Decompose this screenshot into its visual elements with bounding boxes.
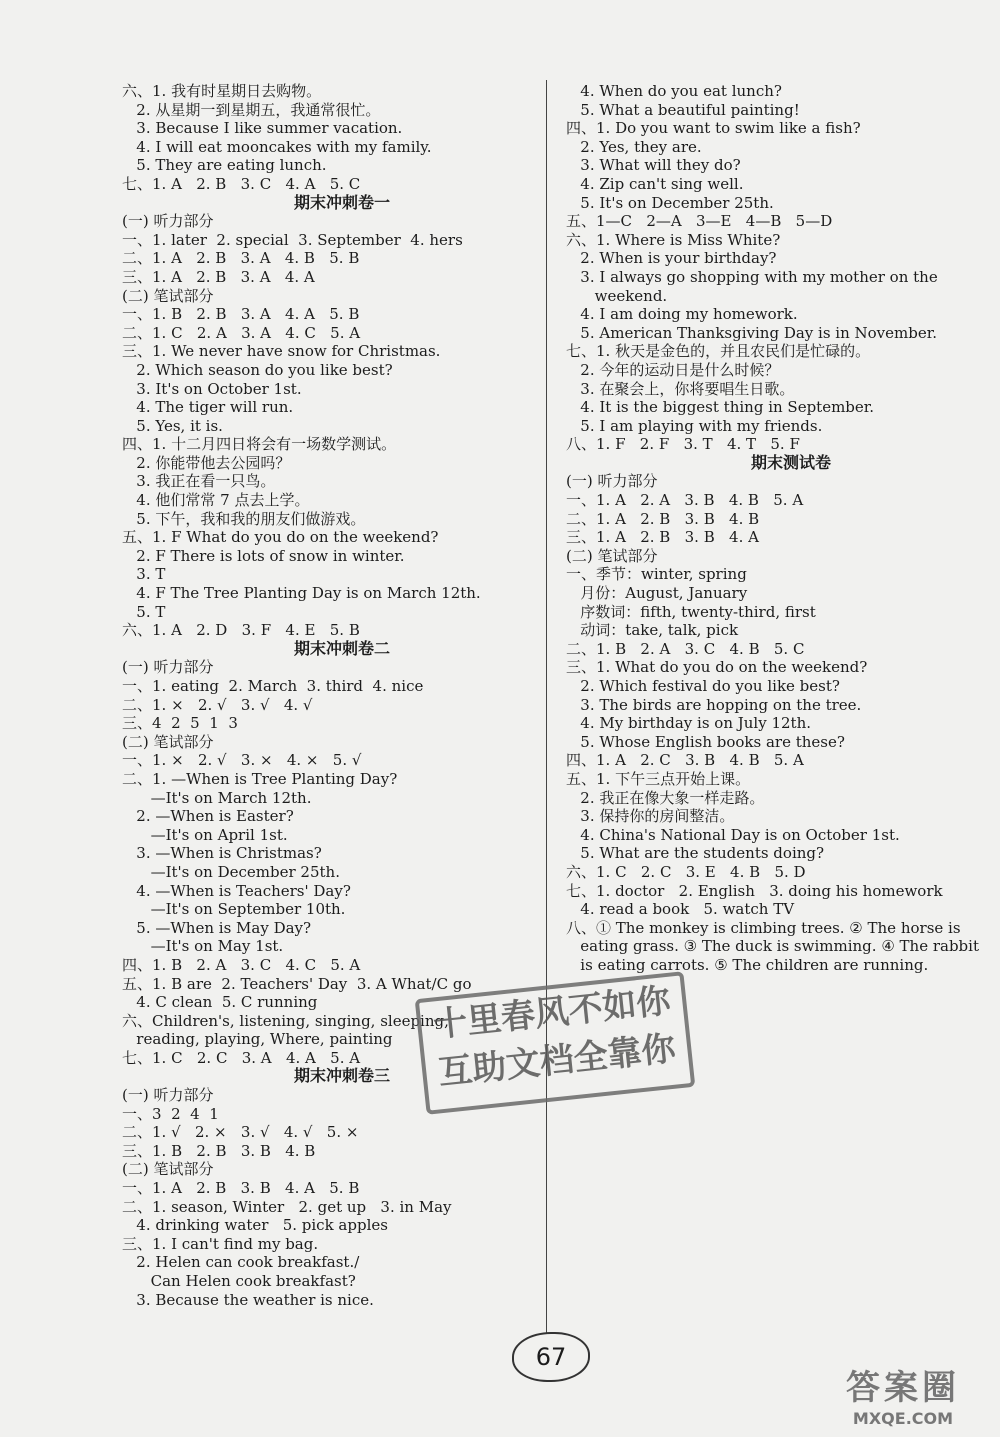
answer-line: 4. My birthday is on July 12th. [566,714,812,733]
answer-line: 5. It's on December 25th. [566,193,774,212]
answer-line: 二、1. C 2. A 3. A 4. C 5. A [122,323,361,342]
answer-line: 2. Which season do you like best? [122,360,393,379]
answer-line: 六、1. A 2. D 3. F 4. E 5. B [122,621,360,640]
answer-line: 3. I always go shopping with my mother on the [566,267,938,286]
answer-line: 5. Whose English books are these? [566,732,845,751]
stamp-line-2: 互助文档全靠你 [436,1028,678,1094]
answer-line: is eating carrots. ⑤ The children are running. [566,955,929,974]
answer-line: 4. —When is Teachers' Day? [122,881,351,900]
answer-line: 六、1. 我有时星期日去购物。 [122,82,322,100]
answer-line: 序数词：fifth, twenty-third, first [566,602,816,621]
page-number: 67 [512,1332,590,1382]
answer-line: —It's on December 25th. [122,862,340,881]
answer-line: 一、1. later 2. special 3. September 4. hers [122,230,463,249]
answer-line: 一、1. B 2. B 3. A 4. A 5. B [122,305,360,324]
section-heading: 期末冲刺卷二 [293,638,390,658]
answer-line: 二、1. √ 2. × 3. √ 4. √ 5. × [122,1123,359,1142]
answer-line: 三、1. B 2. B 3. B 4. B [122,1141,316,1160]
answer-line: 二、1. B 2. A 3. C 4. B 5. C [566,639,805,658]
answer-line: 二、1. season, Winter 2. get up 3. in May [122,1197,452,1216]
answer-line: Can Helen cook breakfast? [122,1272,356,1290]
answer-line: —It's on May 1st. [122,937,284,956]
answer-line: 5. 下午，我和我的朋友们做游戏。 [122,509,366,528]
answer-line: 一、1. A 2. B 3. B 4. A 5. B [122,1179,360,1198]
answer-line: 4. 他们常常 7 点去上学。 [122,491,310,510]
answer-line: (一) 听力部分 [122,212,214,231]
answer-line: 4. I am doing my homework. [566,305,798,324]
answer-line: (二) 笔试部分 [122,1160,214,1179]
answer-line: 七、1. doctor 2. English 3. doing his homework [566,881,943,900]
answer-line: 2. Yes, they are. [566,137,702,156]
answer-line: 2. Which festival do you like best? [566,677,840,695]
answer-line: 4. C clean 5. C running [122,993,318,1012]
answer-line: 3. 在聚会上，你将要唱生日歌。 [566,379,795,398]
answer-line: 六、1. Where is Miss White? [566,230,781,249]
answer-line: 3. T [122,565,166,584]
answer-line: weekend. [566,286,668,305]
answer-line: 3. Because I like summer vacation. [122,119,403,138]
answer-line: 二、1. A 2. B 3. B 4. B [566,509,760,528]
answer-line: 二、1. —When is Tree Planting Day? [122,769,398,788]
answer-line: 5. They are eating lunch. [122,156,327,175]
answer-line: 4. It is the biggest thing in September. [566,398,875,417]
answer-line: 3. Because the weather is nice. [122,1290,374,1309]
answer-line: 4. read a book 5. watch TV [566,900,795,919]
answer-line: 4. China's National Day is on October 1st. [566,825,900,844]
stamp-line-1: 十里春风不如你 [431,980,673,1046]
answer-line: 3. —When is Christmas? [122,844,322,863]
answer-line: 五、1. B are 2. Teachers' Day 3. A What/C go [122,974,472,993]
answer-line: 七、1. C 2. C 3. A 4. A 5. A [122,1048,361,1067]
answer-line: 五、1. 下午三点开始上课。 [566,769,751,788]
answer-line: (二) 笔试部分 [566,546,658,565]
answer-line: 四、1. B 2. A 3. C 4. C 5. A [122,955,361,974]
answer-line: 4. drinking water 5. pick apples [122,1216,388,1235]
answer-line: 六、1. C 2. C 3. E 4. B 5. D [566,862,806,881]
answer-line: —It's on September 10th. [122,900,346,919]
answer-line: 四、1. A 2. C 3. B 4. B 5. A [566,751,804,770]
answer-line: 八、1. F 2. F 3. T 4. T 5. F [566,435,800,454]
answer-line: 五、1—C 2—A 3—E 4—B 5—D [566,212,833,231]
answer-line: 一、季节：winter, spring [566,565,747,584]
answer-line: 5. T [122,602,166,621]
answer-line: 3. The birds are hopping on the tree. [566,695,862,714]
answer-line: 3. 我正在看一只鸟。 [122,472,276,491]
answer-line: 二、1. A 2. B 3. A 4. B 5. B [122,249,360,268]
answer-line: 2. 你能带他去公园吗？ [122,453,291,472]
site-watermark [818,1360,988,1428]
answer-line: —It's on March 12th. [122,788,312,807]
answer-line: 一、1. eating 2. March 3. third 4. nice [122,677,424,695]
answer-line: 四、1. Do you want to swim like a fish? [566,119,861,138]
answer-line: 5. Yes, it is. [122,416,223,435]
answer-line: 2. 从星期一到星期五，我通常很忙。 [122,100,381,119]
answer-line: reading, playing, Where, painting [122,1030,393,1049]
watermark-logo-text: 答案圈 [846,1368,960,1408]
answer-line: 五、1. F What do you do on the weekend? [122,528,439,547]
answer-line: 5. —When is May Day? [122,918,312,937]
right-column [566,82,979,975]
answer-line: 3. What will they do? [566,156,741,175]
answer-line: 六、Children's, listening, singing, sleeping, [122,1011,449,1030]
answer-line: 4. F The Tree Planting Day is on March 12th. [122,584,481,603]
answer-line: 2. F There is lots of snow in winter. [122,546,405,565]
answer-line: 一、1. A 2. A 3. B 4. B 5. A [566,491,804,510]
answer-line: 三、1. We never have snow for Christmas. [122,342,441,361]
answer-line: 4. Zip can't sing well. [566,174,744,193]
answer-line: (二) 笔试部分 [122,732,214,751]
answer-line: 2. 我正在像大象一样走路。 [566,788,765,807]
section-heading: 期末测试卷 [750,452,831,472]
answer-line: 4. The tiger will run. [122,398,294,417]
answer-line: 5. What are the students doing? [566,844,825,863]
answer-line: 二、1. × 2. √ 3. √ 4. √ [122,695,313,714]
answer-line: (一) 听力部分 [122,1086,214,1105]
answer-line: 三、1. A 2. B 3. B 4. A [566,528,759,547]
answer-line: —It's on April 1st. [122,825,288,844]
answer-line: 四、1. 十二月四日将会有一场数学测试。 [122,435,397,454]
answer-line: 2. 今年的运动日是什么时候？ [566,360,780,379]
section-heading: 期末冲刺卷三 [293,1066,390,1086]
answer-line: (一) 听力部分 [566,472,658,491]
answer-line: 5. I am playing with my friends. [566,416,823,435]
left-column [122,82,522,1309]
answer-line: eating grass. ③ The duck is swimming. ④ The rabbit [566,937,979,956]
answer-line: 3. It's on October 1st. [122,379,302,398]
answer-line: 2. When is your birthday? [566,249,777,268]
answer-line: 4. When do you eat lunch? [566,82,782,100]
section-heading: 期末冲刺卷一 [293,192,390,212]
answer-line: 七、1. A 2. B 3. C 4. A 5. C [122,174,361,193]
answer-line: 2. Helen can cook breakfast./ [122,1253,360,1272]
answer-line: (一) 听力部分 [122,658,214,677]
answer-line: 5. What a beautiful painting! [566,100,800,119]
answer-line: 月份：August, January [566,584,748,603]
column-divider [546,80,547,1380]
answer-line: 八、① The monkey is climbing trees. ② The horse is [566,918,961,937]
answer-line: 三、1. A 2. B 3. A 4. A [122,267,315,286]
answer-line: 2. —When is Easter? [122,807,294,826]
answer-line: 三、1. What do you do on the weekend? [566,658,868,677]
answer-line: 3. 保持你的房间整洁。 [566,807,735,826]
answer-line: 三、1. I can't find my bag. [122,1234,319,1253]
answer-line: 三、4 2 5 1 3 [122,714,238,733]
answer-line: 一、1. × 2. √ 3. × 4. × 5. √ [122,751,362,770]
answer-line: (二) 笔试部分 [122,286,214,305]
answer-line: 动词：take, talk, pick [566,621,739,640]
answer-line: 5. American Thanksgiving Day is in November. [566,323,938,342]
answer-line: 4. I will eat mooncakes with my family. [122,137,432,156]
watermark-domain: MXQE.COM [852,1409,954,1428]
answer-line: 一、3 2 4 1 [122,1104,219,1123]
answer-line: 七、1. 秋天是金色的，并且农民们是忙碌的。 [566,342,871,361]
